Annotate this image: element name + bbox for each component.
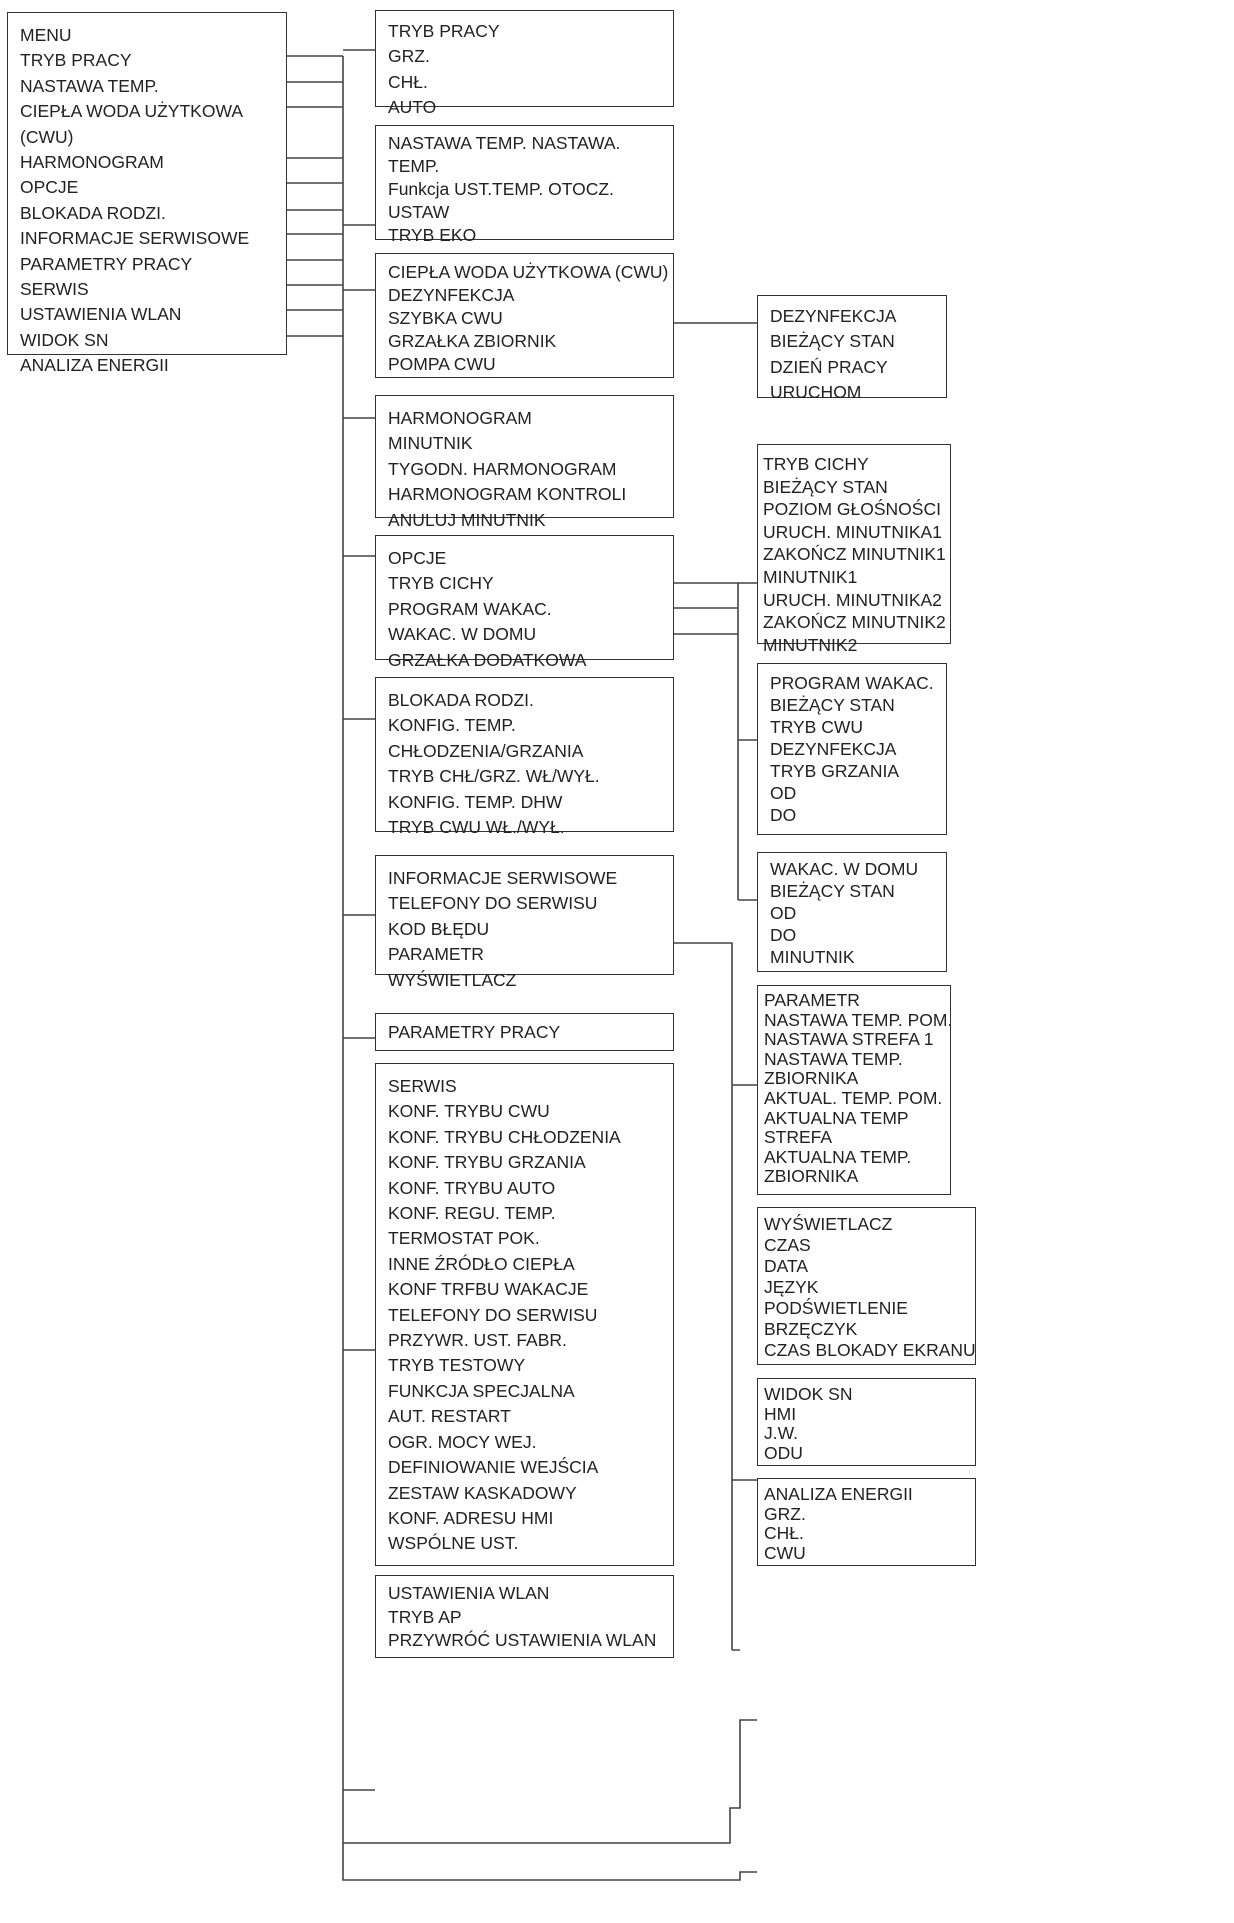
menu-item-label: POZIOM GŁOŚNOŚCI [763,499,941,520]
menu-item-label: GRZAŁKA DODATKOWA [388,649,587,670]
menu-item-label: INNE ŹRÓDŁO CIEPŁA [388,1253,575,1274]
box-heading: DEZYNFEKCJA [770,306,897,326]
menu-item-label: MINUTNIK [388,433,473,454]
menu-item-label: INFORMACJE SERWISOWE [20,228,250,249]
menu-item-label: BRZĘCZYK [764,1319,858,1339]
menu-item-label: TEMP. [388,156,440,176]
box-heading: PARAMETR [764,990,860,1010]
menu-item-label: CHŁODZENIA/GRZANIA [388,740,584,761]
analiza-energii-connector [343,1843,757,1880]
menu-item-label: AUTO [388,97,437,118]
menu-item-label: DO [770,805,797,825]
menu-item-label: OD [770,783,797,803]
menu-item-label: PRZYWR. UST. FABR. [388,1330,567,1351]
menu-item-label: TELEFONY DO SERWISU [388,893,598,914]
box-heading: NASTAWA TEMP. NASTAWA. [388,133,621,153]
informacje-serwisowe-submenu [375,855,674,990]
menu-item-label: GRZ. [388,46,430,67]
menu-item-label: KONF. TRYBU AUTO [388,1177,556,1198]
menu-item-label: ZAKOŃCZ MINUTNIK1 [763,544,946,565]
menu-item-label: GRZAŁKA ZBIORNIK [388,331,557,351]
menu-item-label: MINUTNIK1 [763,566,858,587]
menu-item-label: NASTAWA TEMP. [20,75,159,96]
menu-item-label: BIEŻĄCY STAN [763,476,888,497]
box-heading: INFORMACJE SERWISOWE [388,868,618,888]
box-heading: PARAMETRY PRACY [388,1022,561,1042]
box-heading: WIDOK SN [764,1384,853,1404]
menu-item-label: KONF. ADRESU HMI [388,1507,554,1528]
menu-item-label: MINUTNIK2 [763,634,858,655]
main-menu-box [7,12,287,376]
menu-item-label: TERMOSTAT POK. [388,1228,540,1249]
menu-item-label: TRYB GRZANIA [770,761,900,781]
menu-item-label: BLOKADA RODZI. [20,202,166,223]
menu-item-label: JĘZYK [764,1277,819,1297]
menu-item-label: BIEŻĄCY STAN [770,695,895,715]
menu-item-label: DEFINIOWANIE WEJŚCIA [388,1457,599,1478]
box-heading: WAKAC. W DOMU [770,859,919,879]
menu-item-label: SERWIS [20,279,89,300]
menu-item-label: WIDOK SN [20,329,109,350]
menu-item-label: DATA [764,1256,809,1276]
menu-item-label: DEZYNFEKCJA [770,739,897,759]
box-heading: HARMONOGRAM [388,408,532,428]
menu-item-label: KONF. TRYBU CWU [388,1101,550,1122]
nastawa-temp-submenu [375,125,674,245]
menu-item-label: URUCHOM [770,382,862,403]
menu-item-label: PARAMETR [388,944,484,965]
menu-item-label: TRYB CWU WŁ./WYŁ. [388,817,565,838]
menu-item-label: KONF. TRYBU GRZANIA [388,1152,586,1173]
menu-item-label: CHŁ. [764,1523,804,1543]
box-heading: ANALIZA ENERGII [764,1484,913,1504]
box-heading: BLOKADA RODZI. [388,690,534,710]
menu-item-label: USTAW [388,202,450,222]
trunk-to-submenus-connector [343,50,375,1790]
box-heading: WYŚWIETLACZ [764,1214,893,1234]
menu-item-label: HARMONOGRAM [20,152,164,173]
box-heading: CIEPŁA WODA UŻYTKOWA (CWU) [388,262,669,282]
menu-item-label: TELEFONY DO SERWISU [388,1304,598,1325]
menu-item-label: ZBIORNIKA [764,1068,859,1089]
menu-item-label: KONF. TRYBU CHŁODZENIA [388,1126,621,1147]
menu-item-label: GRZ. [764,1503,806,1524]
wakac-w-domu-detail [757,852,947,972]
menu-item-label: OD [770,903,797,923]
menu-item-label: DEZYNFEKCJA [388,285,515,305]
box-heading: PROGRAM WAKAC. [770,673,934,693]
menu-item-label: TRYB CWU [770,717,864,737]
menu-item-label: BIEŻĄCY STAN [770,881,895,901]
menu-item-label: ZAKOŃCZ MINUTNIK2 [763,612,946,633]
menu-item-label: TRYB PRACY [20,50,132,71]
box-heading: MENU [20,25,72,45]
menu-item-label: OGR. MOCY WEJ. [388,1431,537,1452]
dezynfekcja-detail [757,295,947,403]
menu-item-label: AUT. RESTART [388,1406,511,1427]
menu-item-label: TRYB CICHY [388,573,494,594]
box-heading: USTAWIENIA WLAN [388,1583,550,1603]
menu-item-label: CWU [764,1542,806,1563]
menu-item-label: J.W. [764,1423,799,1443]
menu-item-label: WAKAC. W DOMU [388,624,537,645]
parametr-detail [757,985,951,1195]
menu-item-label: CIEPŁA WODA UŻYTKOWA [20,101,243,122]
menu-item-label: TRYB AP [388,1606,462,1627]
menu-item-label: TRYB CHŁ/GRZ. WŁ/WYŁ. [388,766,600,787]
menu-item-label: TRYB EKO [388,225,477,245]
tryb-pracy-submenu [375,10,674,118]
menu-item-label: Funkcja UST.TEMP. OTOCZ. [388,179,614,199]
menu-item-label: KONF TRFBU WAKACJE [388,1279,589,1300]
menu-item-label: PROGRAM WAKAC. [388,598,552,619]
menu-item-label: KONFIG. TEMP. [388,715,516,736]
menu-item-label: ANULUJ MINUTNIK [388,509,546,530]
menu-to-submenus-connector [287,56,343,1843]
menu-item-label: KONFIG. TEMP. DHW [388,791,563,812]
menu-item-label: DO [770,925,797,945]
menu-item-label: CHŁ. [388,71,428,92]
program-wakac-detail [757,663,947,835]
menu-item-label: MINUTNIK [770,947,855,967]
menu-item-label: ANALIZA ENERGII [20,355,169,376]
menu-item-label: NASTAWA TEMP. [764,1048,903,1069]
menu-item-label: OPCJE [20,177,79,198]
menu-item-label: URUCH. MINUTNIKA2 [763,589,942,610]
wyswietlacz-detail [757,1207,976,1365]
serwis-submenu [375,1063,674,1566]
box-heading: TRYB PRACY [388,21,500,41]
menu-item-label: URUCH. MINUTNIKA1 [763,521,942,542]
menu-item-label: ZBIORNIKA [764,1166,859,1187]
box-heading: TRYB CICHY [763,454,869,474]
menu-item-label: PARAMETRY PRACY [20,253,193,274]
opcje-to-details-connector [672,583,757,900]
menu-item-label: WYŚWIETLACZ [388,969,517,990]
widok-sn-connector [343,1720,757,1843]
menu-item-label: DZIEŃ PRACY [770,356,888,377]
menu-item-label: PODŚWIETLENIE [764,1298,908,1318]
menu-item-label: AKTUALNA TEMP. [764,1146,912,1167]
detail-branches [672,323,757,1650]
menu-item-label: STREFA [764,1127,833,1148]
menu-item-label: HARMONOGRAM KONTROLI [388,484,627,505]
opcje-submenu [375,535,674,670]
cwu-submenu [375,253,674,378]
menu-item-label: BIEŻĄCY STAN [770,331,895,352]
menu-item-label: PRZYWRÓĆ USTAWIENIA WLAN [388,1630,657,1650]
parametry-pracy-submenu [375,1013,674,1051]
menu-item-label: KONF. REGU. TEMP. [388,1203,556,1224]
menu-item-label: AKTUAL. TEMP. POM. [764,1087,943,1108]
menu-item-label: ODU [764,1442,803,1463]
ustawienia-wlan-submenu [375,1575,674,1658]
menu-item-label: NASTAWA TEMP. POM. [764,1009,953,1030]
menu-item-label: HMI [764,1403,797,1424]
analiza-energii-detail [757,1478,976,1566]
menu-item-label: NASTAWA STREFA 1 [764,1029,934,1050]
info-to-parametr-connector [672,943,757,1650]
menu-item-label: ZESTAW KASKADOWY [388,1482,577,1503]
menu-item-label: TYGODN. HARMONOGRAM [388,458,617,479]
box-heading: SERWIS [388,1076,457,1096]
menu-item-label: POMPA CWU [388,354,496,374]
widok-sn-detail [757,1378,976,1466]
menu-item-label: FUNKCJA SPECJALNA [388,1380,575,1401]
menu-item-label: TRYB TESTOWY [388,1355,526,1376]
menu-item-label: AKTUALNA TEMP [764,1107,909,1128]
menu-item-label: KOD BŁĘDU [388,918,490,939]
menu-item-label: (CWU) [20,126,74,147]
tryb-cichy-detail [757,444,951,655]
menu-item-label: USTAWIENIA WLAN [20,304,182,325]
menu-item-label: CZAS BLOKADY EKRANU [764,1340,976,1360]
menu-item-label: SZYBKA CWU [388,308,503,328]
harmonogram-submenu [375,395,674,530]
blokada-rodzi-submenu [375,677,674,838]
menu-item-label: CZAS [764,1235,811,1255]
box-heading: OPCJE [388,548,447,568]
menu-item-label: WSPÓLNE UST. [388,1533,519,1554]
